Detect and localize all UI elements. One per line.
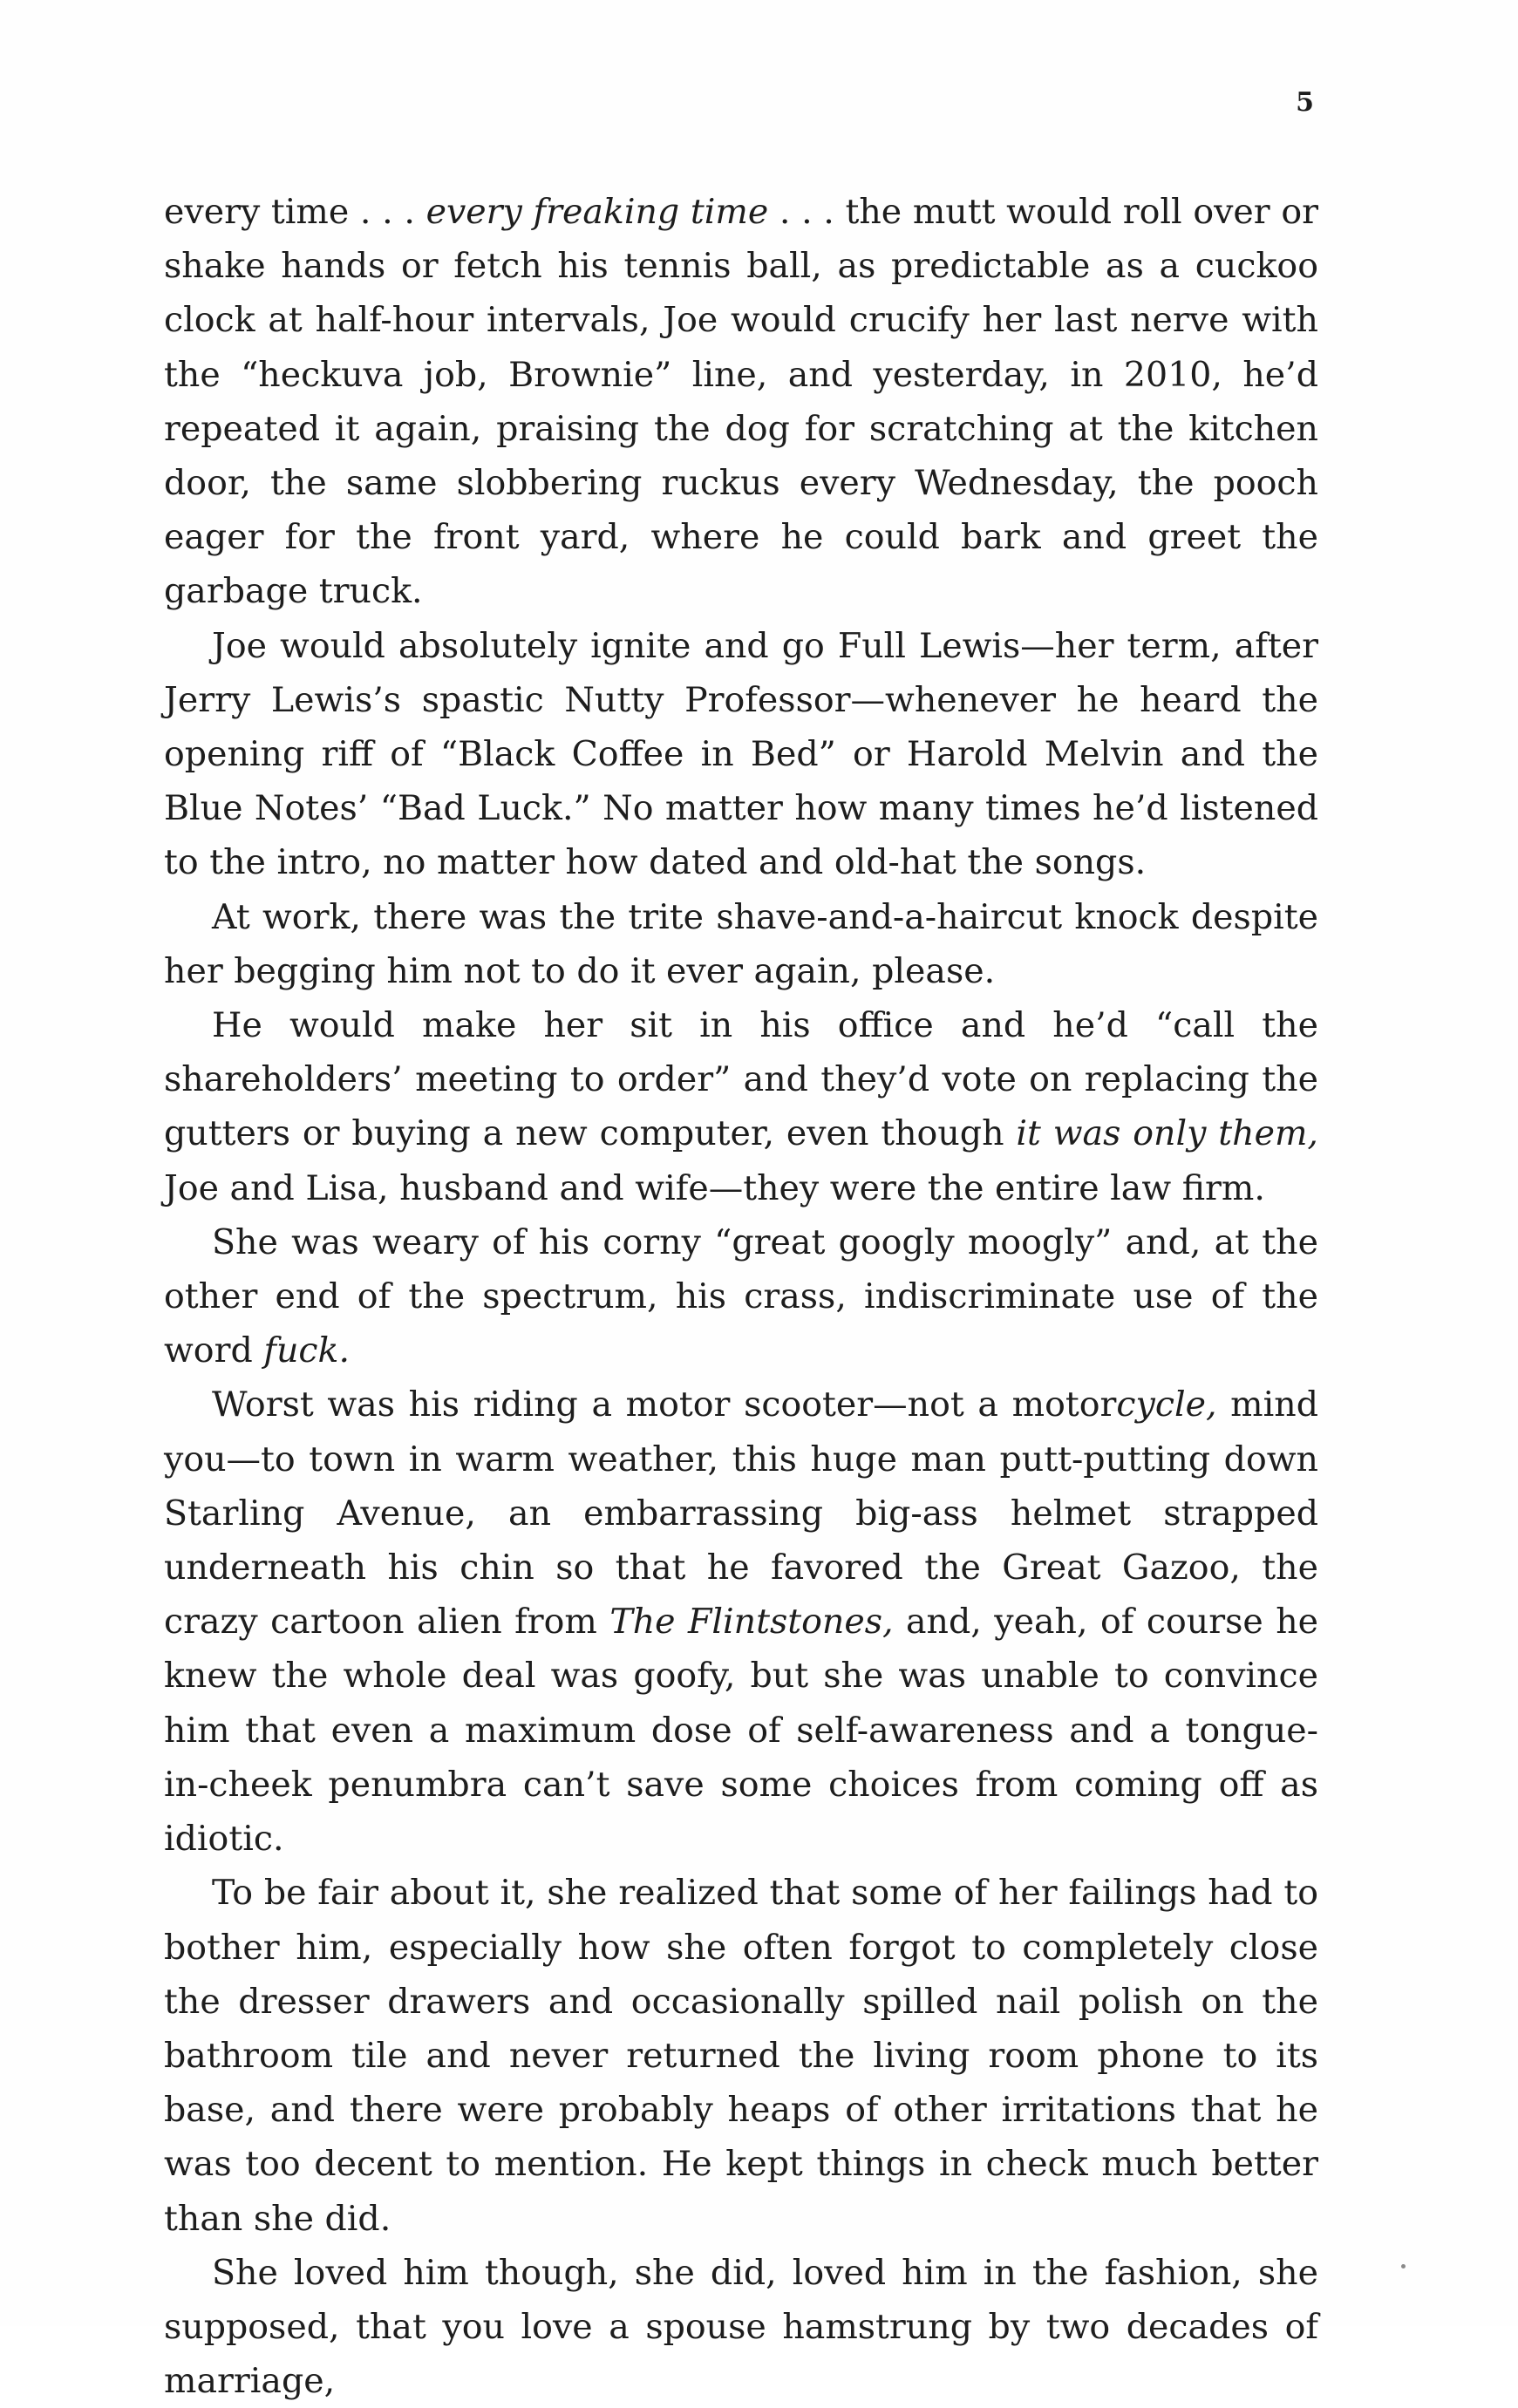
paragraph	[164, 890, 1318, 998]
paragraph	[164, 2246, 1318, 2408]
scan-speck	[1401, 2264, 1406, 2269]
text-run: . . . the mutt would roll over or shake hands or fetch his tennis ball, as predictable as a cuckoo clock at half-hour intervals, Joe would crucify her last nerve with the “heckuva job, Brownie” line, and yesterday, in 2010, he’d repeated it again, praising the dog for scratching at the kitchen door, the same slobbering ruckus every Wednesday, the pooch eager for the front yard, where he could bark and greet the garbage truck.	[164, 192, 1318, 612]
text-run: Worst was his riding a motor scooter—not a motor	[212, 1384, 1117, 1425]
italic-text: every freaking time	[425, 192, 769, 232]
text-run: Joe would absolutely ignite and go Full Lewis—her term, after Jerry Lewis’s spastic Nutty Professor—whenever he heard the opening riff of “Black Coffee in Bed” or Harold Melvin and the Blue Notes’ “Bad Luck.” No matter how many times he’d listened to the intro, no matter how dated and old-hat the songs.	[164, 625, 1318, 883]
text-run: To be fair about it, she realized that some of her failings had to bother him, especially how she often forgot to completely close the dresser drawers and occasionally spilled nail polish on the bathroom tile and never returned the living room phone to its base, and there were probably heaps of other irritations that he was too decent to mention. He kept things in check much better than she did.	[164, 1873, 1318, 2239]
text-run: Joe and Lisa, husband and wife—they were the entire law firm.	[164, 1167, 1265, 1208]
italic-text: cycle,	[1116, 1384, 1217, 1425]
text-run: mind you—to town in warm weather, this huge man putt-putting down Starling Avenue, an embarrassing big-ass helmet strapped underneath his chin so that he favored the Great Gazoo, the crazy cartoon alien from	[164, 1384, 1318, 1643]
italic-text: it was only them,	[1016, 1113, 1318, 1154]
page-number: 5	[1296, 87, 1315, 118]
paragraph	[164, 1866, 1318, 2245]
text-run: every time . . .	[164, 192, 426, 232]
text-run: At work, there was the trite shave-and-a-haircut knock despite her begging him not to do it ever again, please.	[164, 896, 1318, 991]
paragraph	[164, 1377, 1318, 1866]
paragraph	[164, 1215, 1318, 1378]
paragraph	[164, 619, 1318, 890]
text-run: and, yeah, of course he knew the whole deal was goofy, but she was unable to convince him that even a maximum dose of self-awareness and a tongue-in-cheek penumbra can’t save some choices from coming off as idiotic.	[164, 1602, 1319, 1860]
text-run: He would make her sit in his office and he’d “call the shareholders’ meeting to order” and they’d vote on replacing the gutters or buying a new computer, even though	[164, 1005, 1318, 1154]
text-run: She loved him though, she did, loved him in the fashion, she supposed, that you love a spouse hamstrung by two decades of marriage,	[164, 2252, 1318, 2402]
text-run: She was weary of his corny “great googly moogly” and, at the other end of the spectrum, his crass, indiscriminate use of the word	[164, 1221, 1318, 1371]
paragraph	[164, 185, 1318, 619]
body-text	[164, 185, 1318, 2408]
italic-text: The Flintstones,	[609, 1602, 894, 1643]
italic-text: fuck.	[263, 1330, 351, 1371]
paragraph	[164, 998, 1318, 1215]
